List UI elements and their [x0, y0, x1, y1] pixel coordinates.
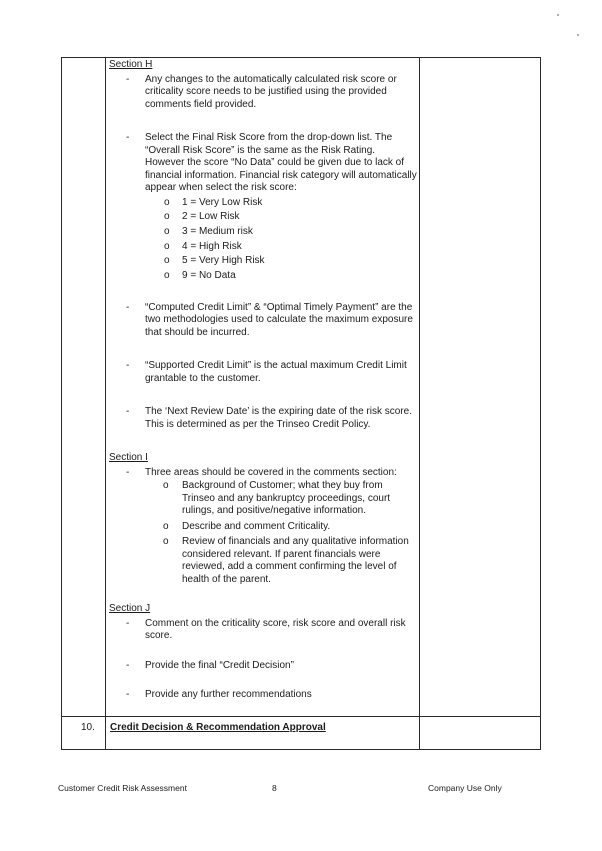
risk-score-option: 3 = Medium risk [182, 225, 253, 237]
comment-area-1: Background of Customer; what they buy from Trinseo and any bankruptcy proceedings, court rulings, and positive/negative information. [182, 480, 391, 517]
section-h-bullet-4: “Supported Credit Limit” is the actual maximum Credit Limit grantable to the customer. [145, 360, 407, 384]
circle-bullet: o [164, 211, 170, 223]
dash-bullet: - [126, 659, 130, 671]
list-item [109, 302, 417, 340]
list-item [109, 689, 417, 702]
list-item [109, 521, 417, 534]
table-column-divider [419, 58, 420, 749]
footer-page-number: 8 [272, 783, 277, 793]
list-item [109, 226, 417, 241]
dash-bullet: - [126, 132, 130, 143]
dash-bullet: - [126, 466, 130, 478]
section-h-bullet-5: The ‘Next Review Date’ is the expiring date of the risk score. This is determined as per the Trinseo Credit Policy. [145, 406, 412, 430]
dash-bullet: - [126, 73, 130, 85]
section-j-bullet-3: Provide any further recommendations [145, 689, 312, 701]
circle-bullet: o [164, 255, 170, 267]
list-item [109, 241, 417, 256]
row-title: Credit Decision & Recommendation Approval [110, 722, 326, 733]
dash-bullet: - [126, 689, 130, 701]
list-item [109, 618, 417, 643]
list-item [109, 255, 417, 270]
section-i-title: Section I [109, 452, 148, 464]
scan-speck [557, 14, 559, 16]
section-j-bullet-2: Provide the final “Credit Decision” [145, 659, 294, 671]
section-j-title: Section J [109, 603, 151, 615]
list-item [109, 211, 417, 226]
list-item [109, 360, 417, 385]
circle-bullet: o [164, 240, 170, 252]
dash-bullet: - [126, 360, 130, 372]
list-item [109, 197, 417, 212]
dash-bullet: - [126, 406, 130, 418]
list-item [109, 536, 417, 586]
table-row-divider [62, 716, 540, 717]
table-column-divider [105, 58, 106, 749]
comment-area-3: Review of financials and any qualitative information considered relevant. If parent financials were reviewed, add a comment confirming the level of health of the parent. [182, 536, 409, 585]
section-i-bullet-1: Three areas should be covered in the comments section: [145, 466, 397, 478]
section-j-bullet-1: Comment on the criticality score, risk score and overall risk score. [145, 617, 406, 642]
section-h-bullet-1: Any changes to the automatically calculated risk score or criticality score needs to be justified using the provided comments field provided. [145, 73, 397, 110]
section-h-bullet-3: “Computed Credit Limit” & “Optimal Timely Payment” are the two methodologies used to calculate the maximum exposure that should be incurred. [145, 301, 413, 338]
footer-document-title: Customer Credit Risk Assessment [58, 783, 187, 793]
dash-bullet: - [126, 617, 130, 629]
risk-score-option: 4 = High Risk [182, 240, 242, 252]
section-h-title: Section H [109, 59, 153, 70]
scan-speck [577, 34, 579, 36]
list-item [109, 480, 417, 518]
circle-bullet: o [163, 536, 169, 548]
circle-bullet: o [163, 520, 169, 532]
risk-score-option: 5 = Very High Risk [182, 255, 265, 267]
risk-score-option: 9 = No Data [182, 269, 236, 281]
circle-bullet: o [164, 225, 170, 237]
list-item [109, 132, 417, 195]
list-item [109, 270, 417, 285]
list-item [109, 660, 417, 673]
instructions-cell [109, 59, 417, 702]
list-item [109, 406, 417, 431]
risk-score-option: 2 = Low Risk [182, 211, 240, 223]
circle-bullet: o [164, 269, 170, 281]
circle-bullet: o [164, 196, 170, 208]
circle-bullet: o [163, 480, 169, 492]
footer-classification: Company Use Only [428, 783, 502, 793]
comment-area-2: Describe and comment Criticality. [182, 520, 331, 532]
row-number: 10. [81, 722, 95, 733]
list-item [109, 467, 417, 480]
risk-score-list [109, 197, 417, 285]
list-item [109, 74, 417, 112]
section-h-bullet-2: Select the Final Risk Score from the drop-down list. The “Overall Risk Score” is the same as the Risk Rating. However the score “No Data” could be given due to lack of financial information. Financial risk category will automatically appear when select the risk score: [145, 132, 417, 193]
dash-bullet: - [126, 301, 130, 313]
risk-score-option: 1 = Very Low Risk [182, 196, 263, 208]
